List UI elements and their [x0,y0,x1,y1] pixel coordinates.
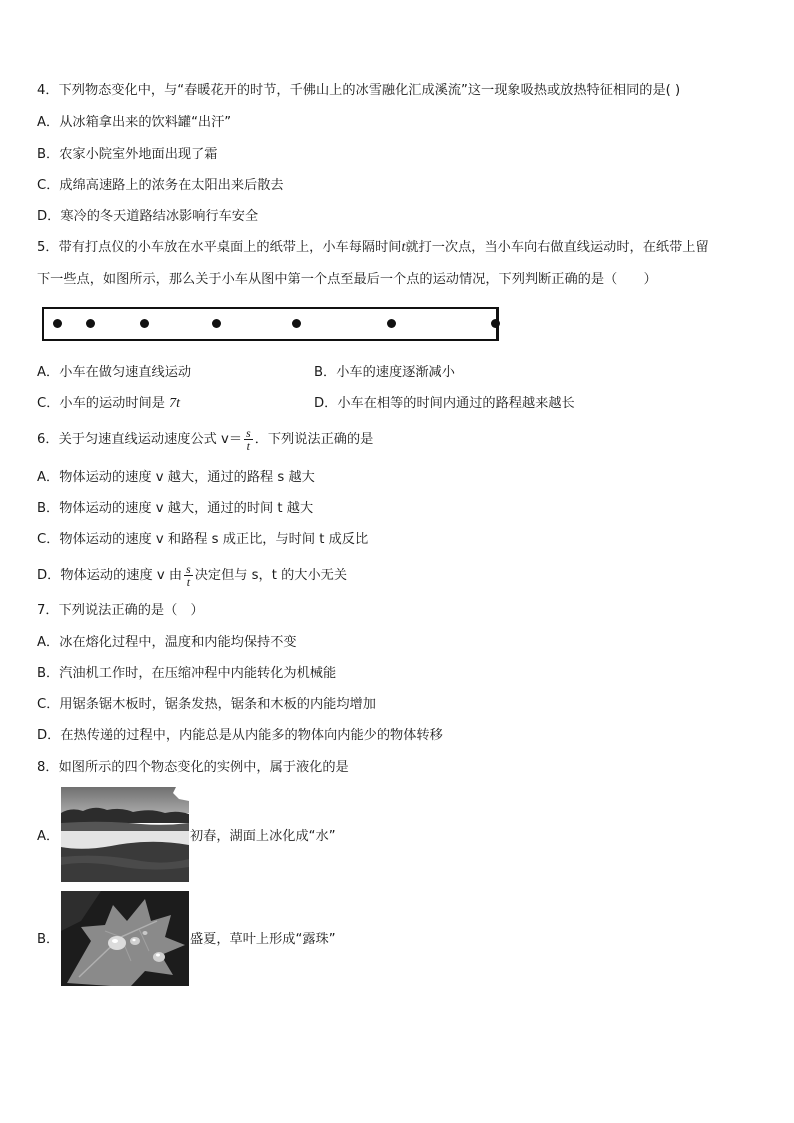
q4-option-c: C．成绵高速路上的浓务在太阳出来后散去 [37,178,284,193]
fraction-denominator: t [246,438,251,453]
q5-stem-part2: 就打一次点，当小车向右做直线运动时，在纸带上留 [405,240,709,255]
q5-stem-variable: t [401,240,406,255]
q7-option-d: D．在热传递的过程中，内能总是从内能多的物体向内能少的物体转移 [37,728,443,743]
q8-option-b-text: 盛夏，草叶上形成“露珠” [190,932,336,947]
q6-option-c: C．物体运动的速度 v 和路程 s 成正比，与时间 t 成反比 [37,532,369,547]
q4-option-d: D．寒冷的冬天道路结冰影响行车安全 [37,209,259,224]
q5-option-a: A．小车在做匀速直线运动 [37,365,192,380]
q7-option-b: B．汽油机工作时，在压缩冲程中内能转化为机械能 [37,666,337,681]
paper-tape-figure [42,307,499,341]
q7-option-c: C．用锯条锯木板时，锯条发热，锯条和木板的内能均增加 [37,697,376,712]
q6-stem [37,425,373,455]
q4-option-a: A．从冰箱拿出来的饮料罐“出汗” [37,115,232,130]
tape-dot [491,319,500,328]
speed-formula-fraction [184,563,193,588]
tape-dot [140,319,149,328]
fraction-denominator: t [186,574,191,589]
tape-dot [212,319,221,328]
q6-option-b: B．物体运动的速度 v 越大，通过的时间 t 越大 [37,501,314,516]
q5-option-c-value: 7t [169,396,180,411]
q4-stem: 4．下列物态变化中，与“春暖花开的时节，千佛山上的冰雪融化汇成溪流”这一现象吸热或放热特征相同的是( ) [37,83,681,98]
q5-option-c-text: C．小车的运动时间是 [37,396,170,411]
q8-option-a-label: A． [37,829,60,844]
q8-stem: 8．如图所示的四个物态变化的实例中，属于液化的是 [37,760,349,775]
tape-dot [292,319,301,328]
tape-dot [86,319,95,328]
q6-stem-suffix: ．下列说法正确的是 [254,432,374,447]
tape-dot [53,319,62,328]
q5-stem [37,239,709,257]
q7-option-a: A．冰在熔化过程中，温度和内能均保持不变 [37,635,297,650]
q6-option-d-prefix: D．物体运动的速度 v 由 [37,568,183,583]
fraction-numerator: s [186,561,191,576]
q5-stem-line2: 下一些点，如图所示，那么关于小车从图中第一个点至最后一个点的运动情况，下列判断正确的是（ ） [37,272,657,287]
q5-option-d: D．小车在相等的时间内通过的路程越来越长 [314,396,575,411]
speed-formula-fraction [244,427,253,452]
tape-dot [387,319,396,328]
dewdrop-leaf-photo [61,891,189,986]
q8-option-b-label: B． [37,932,60,947]
q5-stem-part1: 5．带有打点仪的小车放在水平桌面上的纸带上，小车每隔时间 [37,240,402,255]
frozen-lake-photo [61,787,189,882]
q7-stem: 7．下列说法正确的是（ ） [37,603,204,618]
q6-option-a: A．物体运动的速度 v 越大，通过的路程 s 越大 [37,470,315,485]
q6-stem-prefix: 6．关于匀速直线运动速度公式 v＝ [37,432,243,447]
q6-option-d-suffix: 决定但与 s，t 的大小无关 [194,568,348,583]
q6-option-d [37,561,347,591]
q8-option-a-text: 初春，湖面上冰化成“水” [190,829,336,844]
fraction-numerator: s [246,425,251,440]
q4-option-b: B．农家小院室外地面出现了霜 [37,147,218,162]
q5-option-b: B．小车的速度逐渐减小 [314,365,455,380]
q5-option-c [37,395,180,413]
